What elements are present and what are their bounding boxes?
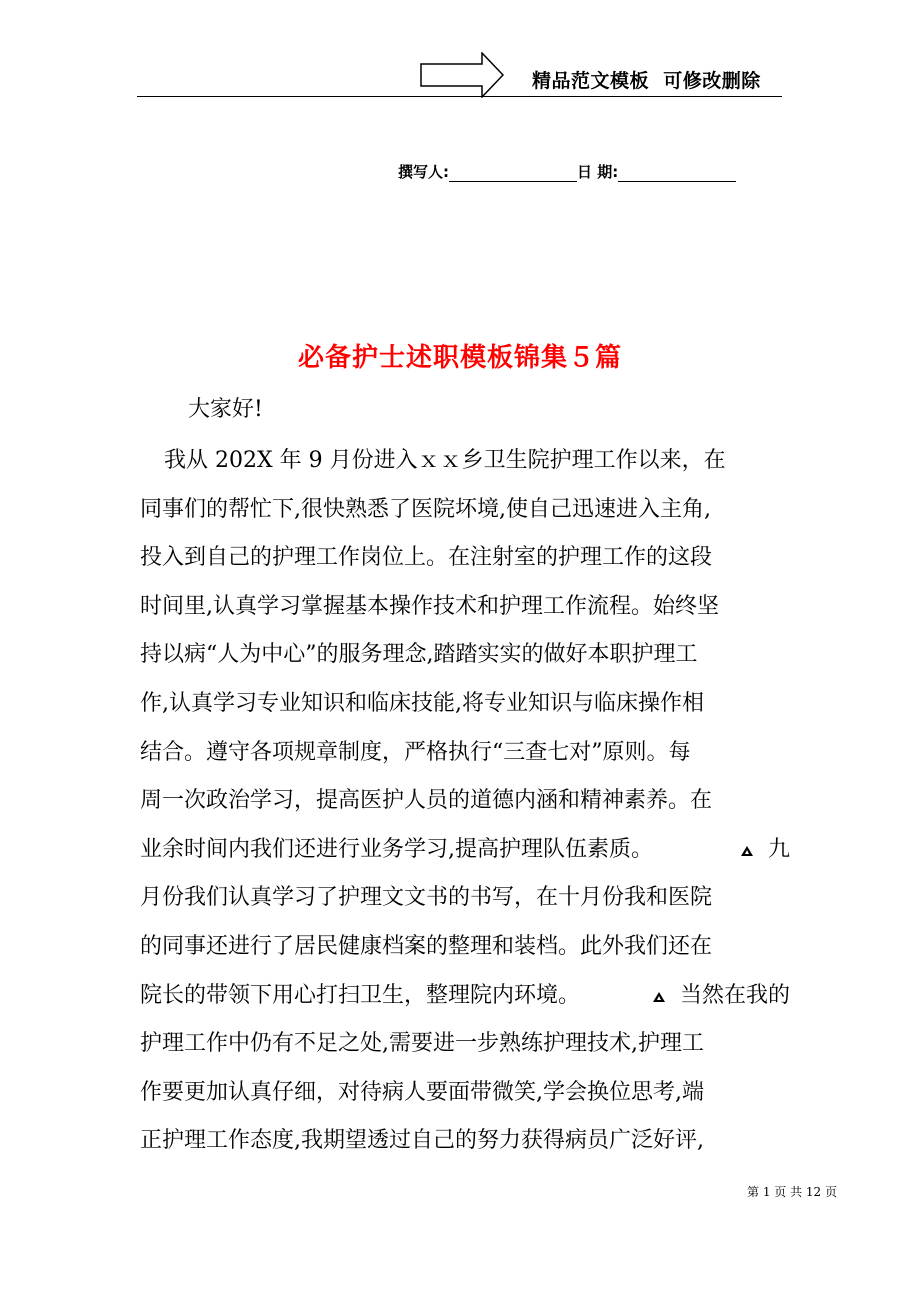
header-divider xyxy=(137,96,782,97)
ornament-icon xyxy=(651,989,667,1003)
body-line: 同事们的帮忙下,很快熟悉了医院坏境,使自己迅速进入主角, xyxy=(140,496,711,522)
body-line: 时间里,认真学习掌握基本操作技术和护理工作流程。始终坚 xyxy=(140,593,719,619)
body-line-text: 当然在我的 xyxy=(679,982,790,1008)
body-paragraph xyxy=(140,437,790,1166)
date-label: 日 期: xyxy=(577,163,619,181)
body-line-text: 院长的带领下用心打扫卫生，整理院内环境。 xyxy=(140,982,581,1008)
author-label: 撰写人: xyxy=(398,163,449,181)
body-line xyxy=(140,826,790,875)
body-line: 结合。遵守各项规章制度，严格执行“三查七对”原则。每 xyxy=(140,739,691,765)
document-title: 必备护士述职模板锦集５篇 xyxy=(297,343,622,373)
body-line: 的同事还进行了居民健康档案的整理和装档。此外我们还在 xyxy=(140,933,713,959)
body-line-text: 九 xyxy=(767,836,790,862)
header-brand-text: 精品范文模板 可修改删除 xyxy=(532,70,761,92)
body-line: 作,认真学习专业知识和临床技能,将专业知识与临床操作相 xyxy=(140,690,704,716)
page-number: 第 1 页 共 12 页 xyxy=(747,1185,837,1199)
body-line: 持以病“人为中心”的服务理念,踏踏实实的做好本职护理工 xyxy=(140,642,698,668)
body-line: 护理工作中仍有不足之处,需要进一步熟练护理技术,护理工 xyxy=(140,1031,704,1057)
arrow-icon xyxy=(420,52,504,98)
body-line: 周一次政治学习，提高医护人员的道德内涵和精神素养。在 xyxy=(140,788,713,814)
body-line: 我从 202X 年 9 月份进入ｘｘ乡卫生院护理工作以来，在 xyxy=(164,448,726,473)
ornament-icon xyxy=(739,843,755,857)
body-line: 正护理工作态度,我期望透过自己的努力获得病员广泛好评, xyxy=(140,1128,704,1154)
body-line: 月份我们认真学习了护理文文书的书写，在十月份我和医院 xyxy=(140,885,713,911)
greeting: 大家好! xyxy=(188,397,263,422)
author-date-row xyxy=(398,161,736,182)
date-blank-line xyxy=(618,165,736,182)
body-line: 投入到自己的护理工作岗位上。在注射室的护理工作的这段 xyxy=(140,545,713,571)
body-line xyxy=(140,972,790,1021)
author-blank-line xyxy=(449,165,577,182)
body-line: 作要更加认真仔细，对待病人要面带微笑,学会换位思考,端 xyxy=(140,1079,704,1105)
body-line-text: 业余时间内我们还进行业务学习,提高护理队伍素质。 xyxy=(140,836,653,862)
